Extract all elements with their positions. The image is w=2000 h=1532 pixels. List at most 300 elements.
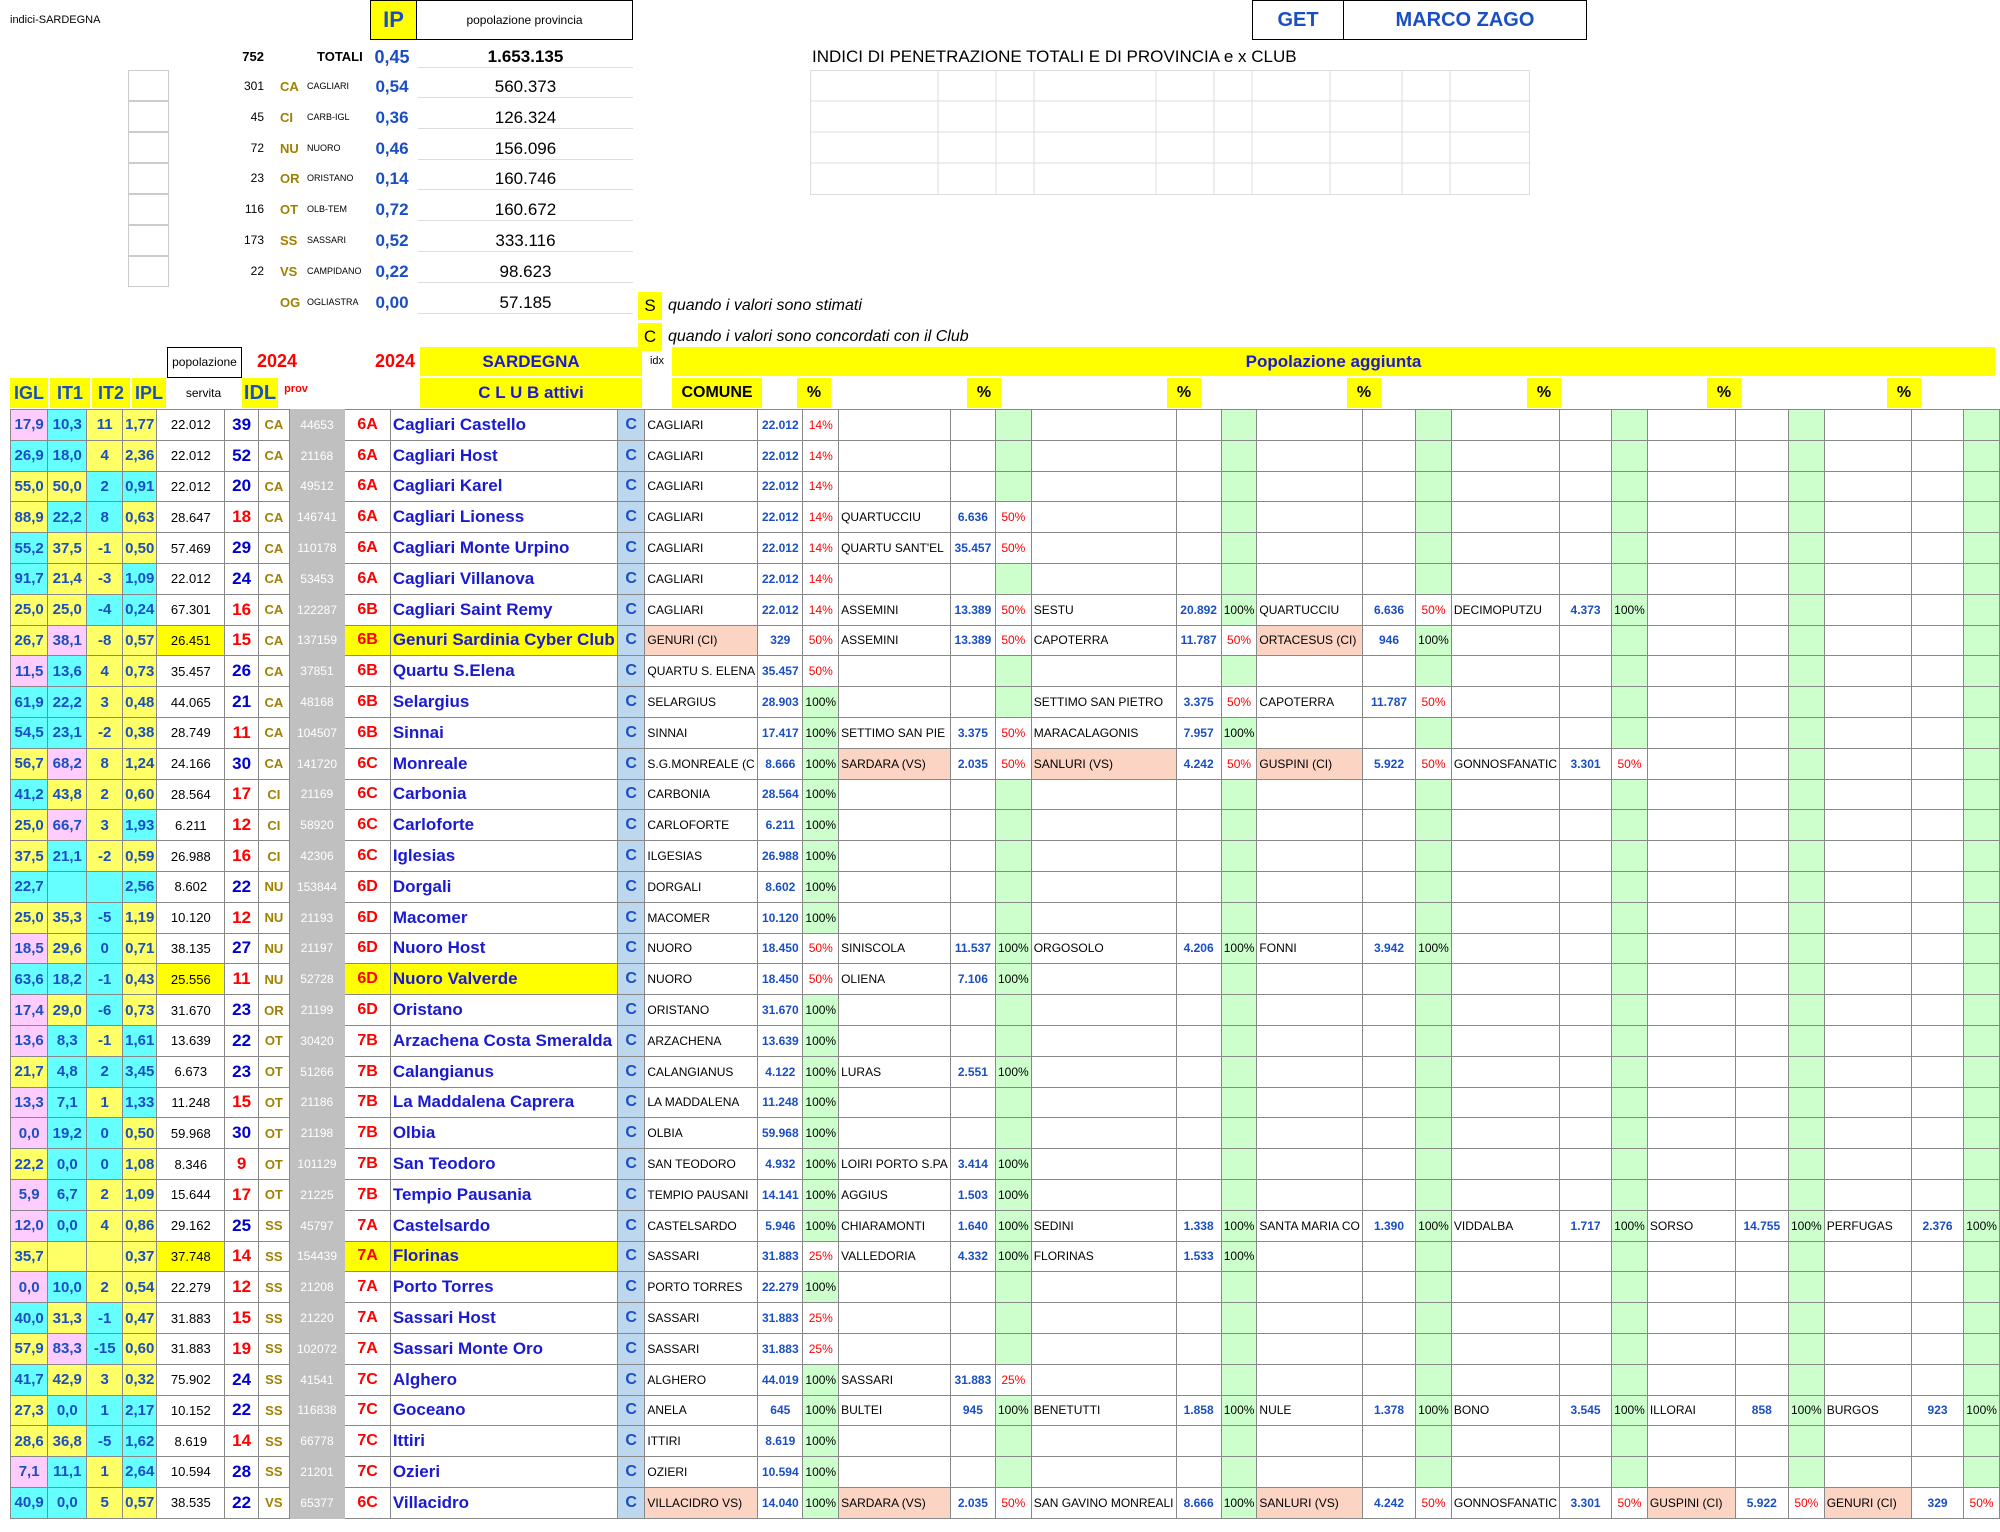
cell-idl: 28 [225, 1457, 259, 1488]
cell-it1: 68,2 [48, 748, 87, 779]
cell-idl: 52 [225, 440, 259, 471]
cell-comune-empty [1647, 779, 1735, 810]
cell-comune-pct-empty [1789, 871, 1825, 902]
cell-comune-pct-empty [1416, 563, 1452, 594]
cell-comune-pop-empty [1911, 687, 1963, 718]
cell-it1: 31,3 [48, 1303, 87, 1334]
cell-comune-pop-empty [1911, 1333, 1963, 1364]
cell-comune-pop-empty [1911, 902, 1963, 933]
cell-club-name[interactable]: Sassari Host [390, 1303, 617, 1334]
cell-comune-empty [839, 902, 951, 933]
cell-club-name[interactable]: Carbonia [390, 779, 617, 810]
cell-comune-empty [1647, 964, 1735, 995]
cell-comune-empty [1031, 471, 1176, 502]
cell-district: 6A [345, 502, 391, 533]
table-row [11, 748, 2000, 779]
province-pop: 156.096 [418, 139, 633, 160]
indici-empty-grid [810, 70, 1530, 195]
cell-comune-empty [1824, 471, 1911, 502]
cell-comune-pop: 2.035 [950, 1487, 995, 1518]
cell-comune-pop-empty [1735, 1118, 1788, 1149]
cell-ipl: 1,24 [123, 748, 157, 779]
cell-comune-empty [1647, 902, 1735, 933]
cell-comune-pct-empty [1964, 687, 2000, 718]
cell-comune-pct: 25% [996, 1364, 1032, 1395]
cell-igl: 57,9 [11, 1333, 48, 1364]
cell-comune-pop-empty [1362, 871, 1415, 902]
cell-comune-empty [1824, 1303, 1911, 1334]
cell-comune-pop-empty [1911, 1118, 1963, 1149]
cell-club-name[interactable]: Cagliari Castello [390, 410, 617, 441]
cell-club-name[interactable]: Sassari Monte Oro [390, 1333, 617, 1364]
cell-comune-pct-empty [1612, 1025, 1648, 1056]
cell-ipl: 0,47 [123, 1303, 157, 1334]
cell-club-name[interactable]: Ozieri [390, 1457, 617, 1488]
province-name: CAMPIDANO [307, 265, 362, 276]
cell-comune-pop-empty [1362, 471, 1415, 502]
cell-comune: CAGLIARI [645, 502, 758, 533]
cell-comune-pop-empty [1735, 841, 1788, 872]
cell-club-id: 101129 [289, 1149, 345, 1180]
cell-club-name[interactable]: Genuri Sardinia Cyber Club [390, 625, 617, 656]
cell-comune-pop: 13.389 [950, 594, 995, 625]
cell-comune-pct-empty [1964, 563, 2000, 594]
cell-club-name[interactable]: Ittiri [390, 1426, 617, 1457]
table-row [11, 1426, 2000, 1457]
cell-district: 6B [345, 625, 391, 656]
cell-comune-pct: 50% [996, 748, 1032, 779]
cell-comune-pop: 5.922 [1735, 1487, 1788, 1518]
cell-comune-empty [1824, 748, 1911, 779]
province-code: OR [280, 171, 300, 187]
cell-comune-pop-empty [1176, 563, 1221, 594]
cell-comune: BULTEI [839, 1395, 951, 1426]
cell-comune-empty [1647, 1303, 1735, 1334]
cell-comune: CAGLIARI [645, 533, 758, 564]
cell-comune-pct: 14% [803, 410, 839, 441]
cell-comune-pop: 35.457 [950, 533, 995, 564]
cell-club-name[interactable]: San Teodoro [390, 1149, 617, 1180]
cell-prov: SS [259, 1395, 290, 1426]
cell-club-name[interactable]: Alghero [390, 1364, 617, 1395]
cell-comune-pct-empty [1789, 1457, 1825, 1488]
cell-pop-servita: 22.012 [157, 471, 225, 502]
cell-pop-servita: 28.647 [157, 502, 225, 533]
cell-comune-pop-empty [1559, 841, 1611, 872]
cell-prov: CA [259, 563, 290, 594]
cell-club-name[interactable]: Macomer [390, 902, 617, 933]
cell-club-name[interactable]: Cagliari Villanova [390, 563, 617, 594]
cell-comune: SARDARA (VS) [839, 1487, 951, 1518]
cell-pop-servita: 22.012 [157, 410, 225, 441]
cell-comune-empty [1451, 625, 1559, 656]
cell-prov: SS [259, 1364, 290, 1395]
cell-prov: OT [259, 1056, 290, 1087]
cell-club-name[interactable]: Nuoro Valverde [390, 964, 617, 995]
cell-comune-pct: 100% [1612, 594, 1648, 625]
cell-club-name[interactable]: Oristano [390, 995, 617, 1026]
cell-club-name[interactable]: Porto Torres [390, 1272, 617, 1303]
cell-club-name[interactable]: Nuoro Host [390, 933, 617, 964]
cell-ipl: 0,48 [123, 687, 157, 718]
header-club-attivi: C L U B attivi [420, 378, 642, 408]
cell-it2: 8 [87, 748, 123, 779]
cell-club-name[interactable]: Iglesias [390, 841, 617, 872]
cell-it2: -5 [87, 902, 123, 933]
cell-pop-servita: 22.012 [157, 440, 225, 471]
province-row [230, 102, 635, 133]
indici-title: INDICI DI PENETRAZIONE TOTALI E DI PROVINCIA e x CLUB [812, 47, 1297, 66]
cell-it2: 4 [87, 440, 123, 471]
cell-comune-empty [1451, 687, 1559, 718]
cell-ipl: 0,63 [123, 502, 157, 533]
province-row [230, 194, 635, 225]
cell-club-name[interactable]: Selargius [390, 687, 617, 718]
popolazione-provincia-header: popolazione provincia [416, 0, 633, 40]
cell-comune-empty [1257, 1333, 1362, 1364]
cell-comune-pop-empty [1735, 471, 1788, 502]
cell-comune-pop-empty [1559, 1364, 1611, 1395]
cell-comune-pct-empty [1416, 1179, 1452, 1210]
cell-club-name[interactable]: Cagliari Host [390, 440, 617, 471]
cell-comune-pct-empty [1416, 841, 1452, 872]
cell-comune-empty [1451, 502, 1559, 533]
cell-comune-pct-empty [1964, 810, 2000, 841]
cell-club-id: 153844 [289, 871, 345, 902]
cell-comune-pct-empty [1416, 810, 1452, 841]
cell-comune-empty [1031, 656, 1176, 687]
cell-comune-pct-empty [1221, 779, 1257, 810]
cell-prov: OT [259, 1118, 290, 1149]
table-row [11, 810, 2000, 841]
cell-club-name[interactable]: Tempio Pausania [390, 1179, 617, 1210]
cell-club-name[interactable]: Arzachena Costa Smeralda [390, 1025, 617, 1056]
header-region: SARDEGNA [420, 347, 642, 376]
cell-comune-pct-empty [1964, 995, 2000, 1026]
cell-comune-pct-empty [1221, 1303, 1257, 1334]
province-name: OGLIASTRA [307, 296, 359, 307]
cell-comune-pct-empty [1612, 1179, 1648, 1210]
cell-comune-pop: 1.858 [1176, 1395, 1221, 1426]
cell-comune-pct-empty [1416, 1118, 1452, 1149]
cell-comune: ORTACESUS (CI) [1257, 625, 1362, 656]
table-row [11, 625, 2000, 656]
cell-club-name[interactable]: Olbia [390, 1118, 617, 1149]
cell-igl: 37,5 [11, 841, 48, 872]
cell-district: 6D [345, 871, 391, 902]
cell-comune-empty [1031, 563, 1176, 594]
cell-comune-pop-empty [950, 440, 995, 471]
cell-comune: CAPOTERRA [1257, 687, 1362, 718]
cell-comune-pct: 25% [803, 1303, 839, 1334]
cell-comune-pct-empty [1789, 748, 1825, 779]
cell-comune-pop-empty [1559, 1303, 1611, 1334]
cell-comune: CAGLIARI [645, 440, 758, 471]
cell-comune-pct: 100% [1789, 1210, 1825, 1241]
table-row [11, 1087, 2000, 1118]
cell-club-name[interactable]: Cagliari Saint Remy [390, 594, 617, 625]
header-year-1: 2024 [256, 351, 298, 371]
cell-club-name[interactable]: Villacidro [390, 1487, 617, 1518]
cell-comune: SEDINI [1031, 1210, 1176, 1241]
cell-pop-servita: 13.639 [157, 1025, 225, 1056]
cell-club-name[interactable]: Castelsardo [390, 1210, 617, 1241]
cell-pop-servita: 10.152 [157, 1395, 225, 1426]
cell-comune: CAGLIARI [645, 563, 758, 594]
cell-district: 7B [345, 1118, 391, 1149]
cell-comune-pct-empty [1789, 1149, 1825, 1180]
cell-comune-pop-empty [1176, 1025, 1221, 1056]
cell-it2: -1 [87, 1025, 123, 1056]
cell-comune-pop-empty [1911, 1149, 1963, 1180]
cell-club-name[interactable]: Goceano [390, 1395, 617, 1426]
cell-comune-pop: 44.019 [758, 1364, 803, 1395]
totali-label: TOTALI [317, 49, 363, 64]
cell-comune: BENETUTTI [1031, 1395, 1176, 1426]
cell-comune-pct: 100% [1964, 1395, 2000, 1426]
cell-idx: C [617, 1056, 645, 1087]
cell-it2: 1 [87, 1087, 123, 1118]
cell-comune-pct-empty [1964, 871, 2000, 902]
cell-it1 [48, 1241, 87, 1272]
cell-comune: SAN GAVINO MONREALI [1031, 1487, 1176, 1518]
cell-comune-pct-empty [996, 902, 1032, 933]
cell-comune-pop-empty [1559, 1179, 1611, 1210]
cell-it2: -8 [87, 625, 123, 656]
cell-comune-empty [1824, 717, 1911, 748]
cell-comune: OLBIA [645, 1118, 758, 1149]
cell-idl: 15 [225, 625, 259, 656]
cell-club-name[interactable]: Florinas [390, 1241, 617, 1272]
cell-comune-pct: 50% [1221, 687, 1257, 718]
cell-comune-pop-empty [1362, 1364, 1415, 1395]
cell-comune-pct-empty [1221, 1087, 1257, 1118]
cell-comune-pop-empty [1911, 1303, 1963, 1334]
cell-comune-pop-empty [1559, 1025, 1611, 1056]
cell-comune-pop-empty [1176, 995, 1221, 1026]
cell-it2: 3 [87, 687, 123, 718]
cell-pop-servita: 28.749 [157, 717, 225, 748]
cell-comune-empty [1824, 1333, 1911, 1364]
cell-comune-pct-empty [1964, 410, 2000, 441]
cell-prov: CA [259, 656, 290, 687]
cell-comune-empty [1647, 810, 1735, 841]
cell-it2: 1 [87, 1395, 123, 1426]
cell-comune-pop: 10.120 [758, 902, 803, 933]
cell-comune-pct-empty [1612, 471, 1648, 502]
cell-club-name[interactable]: Dorgali [390, 871, 617, 902]
cell-ipl: 0,57 [123, 625, 157, 656]
cell-idx: C [617, 964, 645, 995]
cell-pop-servita: 6.673 [157, 1056, 225, 1087]
cell-comune-empty [839, 1118, 951, 1149]
table-row [11, 1487, 2000, 1518]
cell-pop-servita: 59.968 [157, 1118, 225, 1149]
cell-ipl: 1,09 [123, 563, 157, 594]
cell-comune: QUARTU S. ELENA [645, 656, 758, 687]
cell-district: 6C [345, 1487, 391, 1518]
cell-comune-pop-empty [1911, 1179, 1963, 1210]
cell-comune-pop-empty [1362, 1149, 1415, 1180]
cell-igl: 17,9 [11, 410, 48, 441]
header-percent: % [1347, 378, 1381, 408]
cell-igl: 22,2 [11, 1149, 48, 1180]
cell-it1: 42,9 [48, 1364, 87, 1395]
province-ip: 0,00 [375, 292, 409, 312]
cell-district: 6C [345, 841, 391, 872]
cell-comune-pop-empty [950, 779, 995, 810]
cell-club-id: 42306 [289, 841, 345, 872]
club-table [10, 409, 2000, 1532]
cell-comune-pop: 1.503 [950, 1179, 995, 1210]
cell-comune-pop-empty [950, 841, 995, 872]
cell-comune-pop-empty [1176, 502, 1221, 533]
cell-comune: ASSEMINI [839, 594, 951, 625]
cell-club-id: 146741 [289, 502, 345, 533]
cell-comune-empty [1824, 933, 1911, 964]
header-comune: COMUNE [672, 378, 762, 408]
cell-comune-pop-empty [1911, 471, 1963, 502]
cell-district: 6B [345, 656, 391, 687]
cell-comune-pct-empty [996, 1333, 1032, 1364]
cell-comune-pop-empty [1559, 1056, 1611, 1087]
cell-it1: 36,8 [48, 1426, 87, 1457]
cell-comune-empty [1451, 1149, 1559, 1180]
cell-district: 6C [345, 779, 391, 810]
cell-club-id: 65377 [289, 1487, 345, 1518]
cell-comune-pct-empty [1789, 810, 1825, 841]
cell-comune-empty [1824, 563, 1911, 594]
cell-district: 7B [345, 1025, 391, 1056]
cell-club-id: 51266 [289, 1056, 345, 1087]
cell-comune-pop: 20.892 [1176, 594, 1221, 625]
cell-comune-empty [1824, 625, 1911, 656]
cell-comune-pop-empty [1559, 995, 1611, 1026]
cell-idx: C [617, 502, 645, 533]
cell-club-id: 102072 [289, 1333, 345, 1364]
cell-club-name[interactable]: La Maddalena Caprera [390, 1087, 617, 1118]
cell-comune-empty [1451, 995, 1559, 1026]
cell-it2: 0 [87, 1118, 123, 1149]
province-ip: 0,14 [375, 169, 409, 189]
cell-idx: C [617, 810, 645, 841]
province-count: 22 [250, 263, 264, 278]
cell-it1: 23,1 [48, 717, 87, 748]
cell-comune-empty [1647, 1457, 1735, 1488]
cell-comune-empty [1451, 841, 1559, 872]
cell-club-name[interactable]: Cagliari Lioness [390, 502, 617, 533]
cell-pop-servita: 38.135 [157, 933, 225, 964]
cell-ipl: 3,45 [123, 1056, 157, 1087]
cell-idl: 27 [225, 933, 259, 964]
cell-comune-pct-empty [1964, 717, 2000, 748]
cell-comune-pct-empty [1221, 1118, 1257, 1149]
cell-comune-pop-empty [1735, 964, 1788, 995]
table-row [11, 1179, 2000, 1210]
cell-comune-pop-empty [950, 1118, 995, 1149]
cell-comune-pct-empty [1612, 1364, 1648, 1395]
cell-comune-pop-empty [1176, 440, 1221, 471]
cell-comune-pct-empty [1789, 533, 1825, 564]
cell-comune-empty [1451, 1426, 1559, 1457]
cell-prov: NU [259, 871, 290, 902]
cell-comune-pop-empty [1735, 1364, 1788, 1395]
cell-ipl: 0,50 [123, 533, 157, 564]
cell-comune-empty [1031, 440, 1176, 471]
cell-idx: C [617, 902, 645, 933]
cell-comune-pct: 100% [803, 779, 839, 810]
province-count: 23 [250, 171, 264, 186]
header-servita: servita [185, 386, 222, 400]
cell-comune-pop-empty [1559, 533, 1611, 564]
cell-district: 7B [345, 1149, 391, 1180]
cell-comune-empty [1031, 841, 1176, 872]
cell-comune-pop-empty [1362, 1025, 1415, 1056]
cell-comune-pop-empty [1911, 563, 1963, 594]
header-year-2: 2024 [374, 351, 416, 371]
cell-comune-empty [1451, 533, 1559, 564]
cell-idl: 19 [225, 1333, 259, 1364]
cell-prov: SS [259, 1241, 290, 1272]
cell-comune-pop-empty [950, 471, 995, 502]
cell-comune-pct-empty [1964, 440, 2000, 471]
cell-club-name[interactable]: Quartu S.Elena [390, 656, 617, 687]
cell-comune-pct: 100% [803, 810, 839, 841]
cell-it1: 18,2 [48, 964, 87, 995]
cell-club-name[interactable]: Calangianus [390, 1056, 617, 1087]
cell-district: 6A [345, 410, 391, 441]
cell-comune-pop-empty [1362, 841, 1415, 872]
table-row [11, 1333, 2000, 1364]
cell-idl: 17 [225, 779, 259, 810]
cell-pop-servita: 11.248 [157, 1087, 225, 1118]
cell-comune-pct-empty [1964, 1025, 2000, 1056]
table-row [11, 1210, 2000, 1241]
cell-igl: 26,7 [11, 625, 48, 656]
cell-comune-pct-empty [1789, 625, 1825, 656]
cell-ipl: 1,33 [123, 1087, 157, 1118]
province-count: 301 [243, 79, 264, 93]
cell-pop-servita: 37.748 [157, 1241, 225, 1272]
cell-comune-pop: 11.537 [950, 933, 995, 964]
province-name: OLB-TEM [307, 204, 348, 215]
cell-igl: 55,2 [11, 533, 48, 564]
cell-club-id: 66778 [289, 1426, 345, 1457]
header-percent: % [967, 378, 1001, 408]
cell-club-id: 21168 [289, 440, 345, 471]
cell-it1: 0,0 [48, 1487, 87, 1518]
cell-club-name[interactable]: Carloforte [390, 810, 617, 841]
cell-club-name[interactable]: Monreale [390, 748, 617, 779]
cell-club-name[interactable]: Sinnai [390, 717, 617, 748]
cell-club-name[interactable]: Cagliari Karel [390, 471, 617, 502]
cell-it1: 0,0 [48, 1149, 87, 1180]
cell-comune-pop: 4.206 [1176, 933, 1221, 964]
cell-comune-pop: 22.012 [758, 594, 803, 625]
cell-comune-pct: 100% [996, 1056, 1032, 1087]
cell-it2: -2 [87, 717, 123, 748]
cell-comune-pct-empty [1416, 1272, 1452, 1303]
cell-club-name[interactable]: Cagliari Monte Urpino [390, 533, 617, 564]
cell-igl: 41,2 [11, 779, 48, 810]
province-count: 173 [243, 232, 264, 247]
cell-comune-pop-empty [1176, 902, 1221, 933]
cell-idl: 22 [225, 1487, 259, 1518]
cell-igl: 41,7 [11, 1364, 48, 1395]
totali-count: 752 [242, 49, 264, 64]
cell-idx: C [617, 1333, 645, 1364]
cell-comune-pct: 100% [803, 1087, 839, 1118]
